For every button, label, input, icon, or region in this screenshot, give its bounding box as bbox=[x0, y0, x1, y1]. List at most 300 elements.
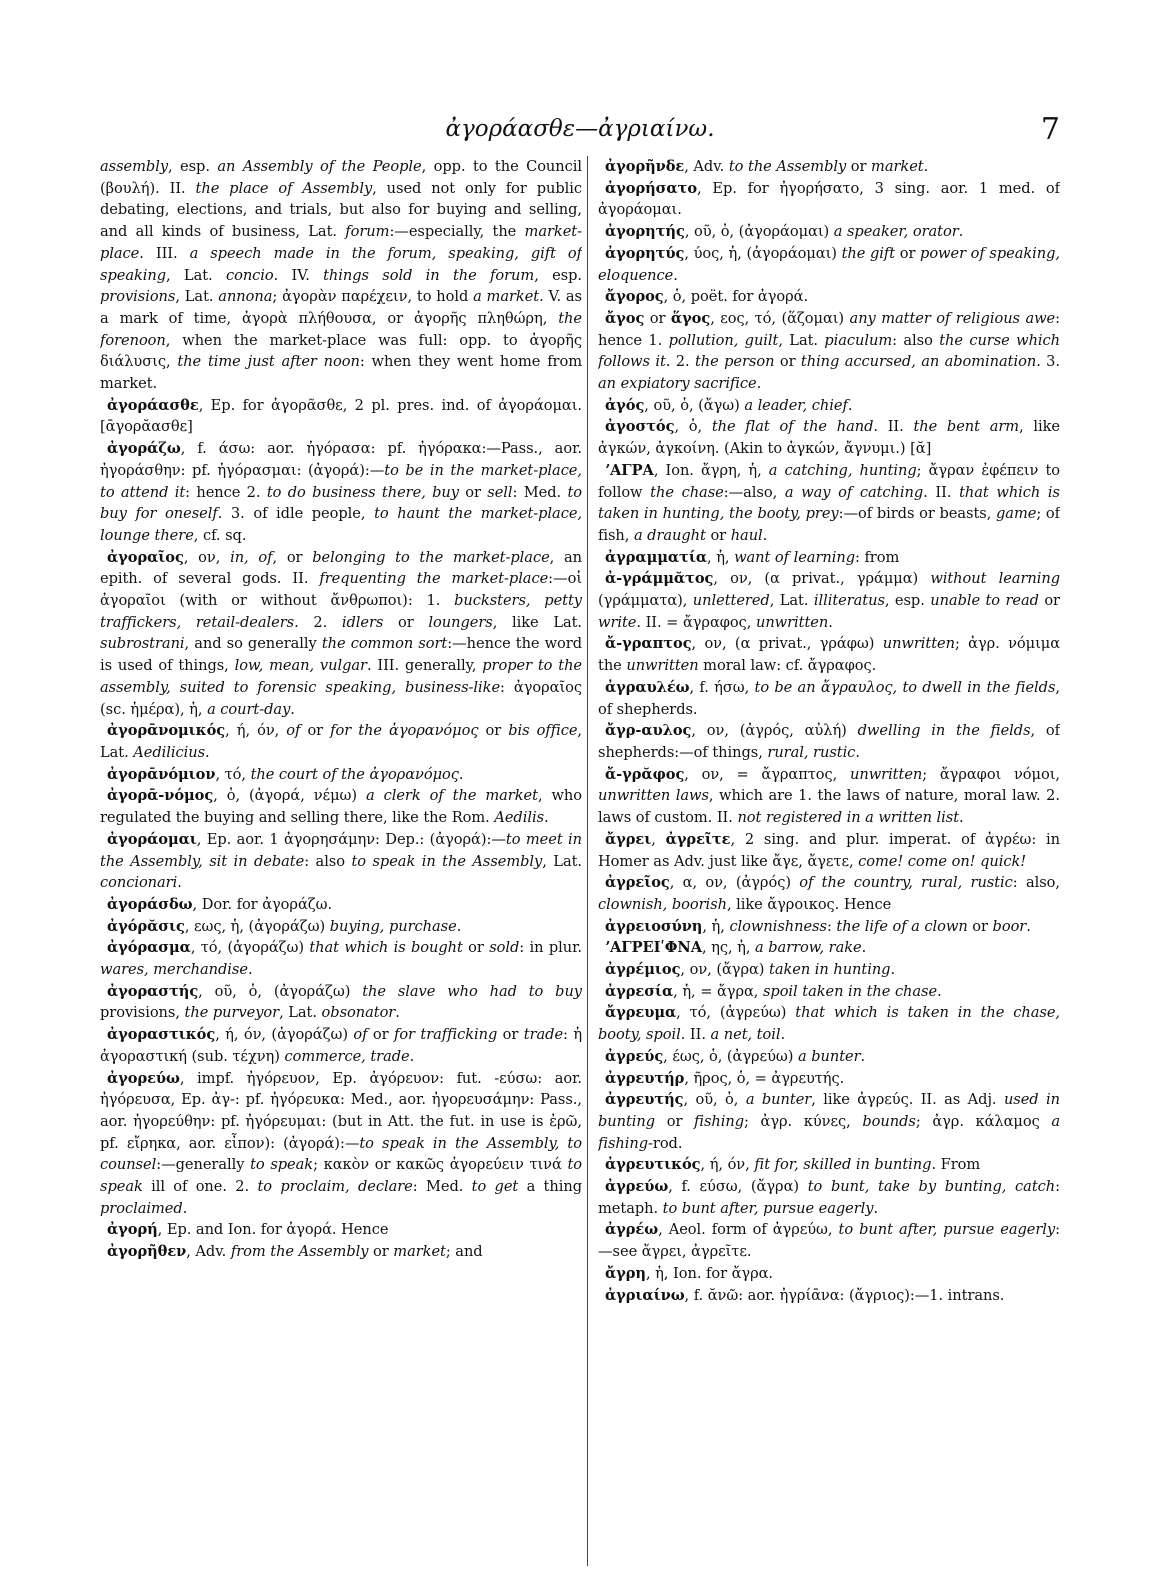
entry-text: , Adv. bbox=[684, 158, 729, 175]
entry-headword: ἅγος bbox=[670, 309, 711, 327]
entry-gloss: unwritten laws bbox=[598, 787, 709, 805]
entry-gloss: to get bbox=[471, 1178, 519, 1196]
entry-gloss: to the Assembly bbox=[728, 158, 847, 175]
entry-text: , who regulated the buying and selling there, like the Rom. bbox=[100, 787, 582, 827]
entry-text: : ἡ ἀγοραστική (sub. τέχνη) bbox=[100, 1026, 582, 1065]
entry-text: : Med. bbox=[512, 483, 568, 501]
entry-gloss: unwritten bbox=[882, 635, 955, 653]
entry-gloss: loungers bbox=[428, 613, 493, 631]
entry-text: . bbox=[456, 917, 462, 935]
entry-headword: ἀγορᾱνόμιον bbox=[107, 765, 216, 783]
entry-text: . III. bbox=[139, 244, 190, 262]
entry-gloss: the curse which follows it bbox=[598, 331, 1060, 371]
entry-text: . bbox=[756, 375, 762, 393]
entry-text: , Ep. for ἠγορήσατο, 3 sing. aor. 1 med. of ἀγοράομαι. bbox=[598, 179, 1060, 219]
entry-text: moral law: cf. ἄγραφος. bbox=[698, 657, 877, 675]
entry-text: :—also, bbox=[723, 483, 785, 501]
entry-text: , f. άσω: aor. ἠγόρασα: pf. ἠγόρακα:—Pass., aor. ἠγοράσθην: pf. ἠγόρασμαι: (ἀγορά):— bbox=[100, 440, 582, 479]
entry-gloss: spoil taken in the chase bbox=[762, 982, 938, 1000]
entry-text: , like ἀγρεύς. II. as Adj. bbox=[811, 1091, 1004, 1109]
entry-gloss: to speak bbox=[250, 1156, 314, 1174]
entry-gloss: to do business there, buy bbox=[266, 483, 459, 501]
entry-text: or bbox=[895, 244, 921, 262]
entry-headword: ἀγρέω bbox=[605, 1221, 659, 1239]
entry-gloss: low, mean, vulgar bbox=[234, 657, 367, 675]
entry-text: , ὁ, (ἀγορά, νέμω) bbox=[213, 787, 366, 805]
entry-gloss: the bent arm bbox=[913, 418, 1020, 436]
entry-headword: ἀγρευτής bbox=[605, 1091, 684, 1109]
entry-text: or bbox=[967, 917, 993, 935]
entry-gloss: to bunt, take by bunting, catch bbox=[807, 1178, 1056, 1196]
entry-text: :—of birds or beasts, bbox=[838, 505, 996, 523]
entry-text: : in plur. bbox=[519, 939, 582, 957]
dictionary-entry bbox=[598, 243, 1060, 286]
entry-headword: ἀγριαίνω bbox=[605, 1286, 685, 1304]
entry-gloss: a net, toil bbox=[710, 1026, 781, 1044]
entry-text: , Lat. bbox=[769, 592, 814, 610]
entry-gloss: to proclaim, declare bbox=[257, 1178, 413, 1196]
entry-text: , f. εύσω, (ἄγρα) bbox=[668, 1178, 808, 1196]
entry-headword: ʼΑΓΡΕΙʹΦΝΑ bbox=[605, 939, 702, 957]
entry-gloss: to be an ἄγραυλος, to dwell in the fields bbox=[754, 678, 1056, 696]
entry-gloss: the forenoon bbox=[100, 309, 582, 349]
entry-text: or bbox=[368, 1243, 394, 1261]
entry-text: , Lat. bbox=[279, 1004, 322, 1022]
entry-text: -rod. bbox=[648, 1134, 683, 1152]
entry-gloss: boor bbox=[992, 917, 1027, 935]
entry-text: . bbox=[177, 874, 182, 892]
dictionary-entry bbox=[100, 981, 582, 1024]
entry-text: , which are 1. the laws of nature, moral law. 2. laws of custom. II. bbox=[598, 787, 1060, 827]
entry-text: : ἀγοραῖος (sc. ἡμέρα), ἡ, bbox=[100, 678, 582, 718]
entry-gloss: unable to read bbox=[930, 592, 1039, 610]
entry-gloss: without learning bbox=[930, 570, 1060, 588]
entry-text: , εος, τό, (ἅζομαι) bbox=[710, 309, 850, 327]
entry-headword: ἀγοράζω bbox=[107, 440, 181, 458]
entry-text: . bbox=[458, 765, 464, 783]
entry-text: ; ἄγραφοι νόμοι, bbox=[922, 765, 1060, 783]
entry-gloss: a barrow, rake bbox=[755, 939, 862, 957]
entry-gloss: taken in hunting bbox=[769, 961, 891, 979]
entry-text: , ον, (ἄγρα) bbox=[680, 961, 770, 979]
entry-text: or bbox=[458, 483, 488, 501]
entry-text: . bbox=[959, 809, 964, 827]
dictionary-entry bbox=[598, 286, 1060, 308]
entry-text: , τό, bbox=[215, 765, 251, 783]
entry-text: : bbox=[826, 917, 837, 935]
entry-gloss: that which is taken in the chase, booty, spoil bbox=[598, 1004, 1060, 1044]
entry-headword: ἀ-γράμμᾰτος bbox=[605, 570, 714, 588]
entry-text: , Dor. for ἀγοράζω. bbox=[192, 895, 333, 913]
entry-text: :—οἱ ἀγοραῖοι (with or without ἄνθρωποι): 1. bbox=[100, 570, 582, 610]
dictionary-entry bbox=[100, 395, 582, 438]
entry-text: . 2. bbox=[665, 353, 695, 371]
entry-gloss: idlers bbox=[341, 613, 384, 631]
entry-text: ; ἄγραν ἐφέπειν to follow bbox=[598, 461, 1060, 501]
entry-gloss: rural, rustic bbox=[767, 743, 856, 761]
entry-text: :—hence the word is used of things, bbox=[100, 635, 582, 675]
dictionary-entry bbox=[598, 1176, 1060, 1219]
entry-gloss: a way of catching bbox=[784, 483, 924, 501]
entry-text: :—generally bbox=[156, 1156, 251, 1174]
entry-text: , used not only for public debating, elections, and trials, but also for buying and selling, and all kinds of business, Lat. bbox=[100, 179, 582, 241]
dictionary-entry bbox=[100, 829, 582, 894]
entry-gloss: commerce, trade bbox=[284, 1047, 410, 1065]
entry-text: , impf. ἠγόρευον, Ep. ἀγόρευον: fut. -εύσω: aor. ἠγόρευσα, Ep. ἀγ-: pf. ἠγόρευκα: Med., aor. ἠγορευσάμην: Pass., aor. ἠγορεύθην: pf. ἠγόρευμαι: (but in Att. the fut. in use is ἐρῶ, pf. εἴρηκα, aor. εἶπον): (ἀγορά):— bbox=[100, 1069, 582, 1152]
entry-headword: ἀγοστός bbox=[605, 418, 675, 436]
entry-text: , ον, (α privat., γράφω) bbox=[691, 635, 883, 653]
entry-text: , esp. bbox=[884, 592, 931, 610]
entry-text: ; ἀγρ. κάλαμος bbox=[915, 1112, 1052, 1130]
entry-gloss: a fishing bbox=[598, 1112, 1060, 1152]
dictionary-entry bbox=[598, 829, 1060, 872]
entry-text: . V. as a mark of time, ἀγορὰ πλήθουσα, or ἀγορῆς πληθώρη, bbox=[100, 288, 582, 327]
dictionary-entry bbox=[598, 547, 1060, 569]
entry-text: or bbox=[1038, 592, 1060, 610]
entry-text: , opp. to the Council (βουλή). II. bbox=[100, 158, 582, 197]
entry-gloss: a speaker, orator bbox=[833, 223, 959, 241]
dictionary-entry bbox=[598, 1285, 1060, 1307]
dictionary-entry bbox=[100, 1024, 582, 1067]
entry-gloss: a market bbox=[473, 288, 540, 306]
entry-gloss: bis office bbox=[508, 722, 578, 740]
dictionary-entry bbox=[598, 221, 1060, 243]
entry-gloss: to speak bbox=[100, 1156, 582, 1196]
entry-text: , like ἄγροικος. Hence bbox=[726, 895, 892, 913]
entry-text: ; ἀγρ. κύνες, bbox=[744, 1112, 863, 1130]
entry-headword: ἀγρευτικός bbox=[605, 1156, 701, 1174]
entry-text: or bbox=[846, 158, 872, 175]
entry-text: , of shepherds. bbox=[598, 678, 1060, 718]
entry-headword: ἀγός bbox=[605, 396, 645, 414]
entry-headword: ἄγρευμα bbox=[605, 1004, 677, 1022]
entry-text: , Aeol. form of ἀγρεύω, bbox=[658, 1221, 839, 1239]
entry-text: , ον, = ἄγραπτος, bbox=[684, 765, 850, 783]
entry-gloss: to buy for oneself bbox=[100, 483, 582, 523]
entry-gloss: a catching, hunting bbox=[768, 461, 917, 479]
entry-gloss: to haunt the market-place, lounge there bbox=[100, 505, 582, 544]
entry-headword: ἀγορᾱνομικός bbox=[107, 722, 226, 740]
entry-gloss: the slave who had to buy bbox=[362, 982, 582, 1000]
entry-text: . bbox=[762, 526, 768, 544]
entry-text: :—especially, the bbox=[389, 223, 525, 241]
entry-gloss: want of learning bbox=[734, 548, 855, 566]
entry-headword: ἀγρεύς bbox=[605, 1047, 664, 1065]
entry-text: . bbox=[847, 396, 853, 414]
entry-text: , ἡ, = ἄγρα, bbox=[673, 982, 763, 1000]
entry-gloss: unwritten bbox=[755, 613, 829, 631]
entry-headword: ἄγορος bbox=[605, 288, 664, 306]
entry-text: . bbox=[861, 939, 867, 957]
entry-gloss: of bbox=[353, 1026, 368, 1044]
entry-gloss: to be in the market-place, to attend it bbox=[100, 461, 582, 501]
entry-text: , Ep. aor. 1 ἀγορησάμην: Dep.: (ἀγορά):— bbox=[196, 830, 506, 848]
entry-text: , ὁ, bbox=[674, 418, 712, 436]
entry-gloss: Aedilicius bbox=[133, 743, 206, 761]
entry-gloss: haul bbox=[730, 526, 763, 544]
dictionary-entry bbox=[100, 937, 582, 980]
entry-text: , α, ον, (ἀγρός) bbox=[669, 874, 800, 892]
entry-text: , ῆρος, ὁ, = ἀγρευτής. bbox=[684, 1069, 845, 1087]
entry-gloss: annona bbox=[218, 288, 273, 306]
entry-text: , like Lat. bbox=[492, 613, 582, 631]
entry-gloss: pollution, guilt bbox=[668, 331, 779, 349]
entry-gloss: unwritten bbox=[626, 657, 699, 675]
entry-headword: ἀγραυλέω bbox=[605, 678, 690, 696]
entry-headword: ἀγρεῖτε bbox=[665, 830, 731, 848]
entry-text: . bbox=[828, 613, 833, 631]
entry-gloss: a bunter bbox=[797, 1047, 861, 1065]
dictionary-entry bbox=[100, 438, 582, 547]
page-header bbox=[100, 112, 1060, 152]
dictionary-entry bbox=[100, 764, 582, 786]
entry-text: : metaph. bbox=[598, 1178, 1060, 1217]
entry-text: , Lat. bbox=[166, 266, 226, 284]
entry-gloss: frequenting the market-place bbox=[319, 570, 549, 588]
entry-gloss: unwritten bbox=[850, 765, 923, 783]
entry-text: . From bbox=[931, 1156, 981, 1174]
dictionary-entry bbox=[598, 1154, 1060, 1176]
entry-headword: ἀγορητής bbox=[605, 223, 685, 241]
dictionary-entry bbox=[100, 1219, 582, 1241]
dictionary-entry bbox=[598, 916, 1060, 938]
entry-text: . bbox=[873, 1199, 879, 1217]
entry-text: ; ἀγορὰν παρέχειν, to hold bbox=[272, 288, 474, 306]
entry-text: , ἡ, Ion. for ἄγρα. bbox=[645, 1264, 774, 1282]
entry-gloss: subrostrani bbox=[100, 635, 185, 653]
entry-gloss: the gift bbox=[841, 244, 896, 262]
entry-gloss: dwelling in the fields bbox=[857, 722, 1031, 740]
entry-text: , cf. sq. bbox=[193, 526, 247, 544]
entry-text: , Lat. bbox=[175, 288, 219, 306]
entry-gloss: of bbox=[286, 722, 301, 740]
entry-gloss: fishing bbox=[694, 1112, 745, 1130]
entry-gloss: the court of the ἀγορανόμος bbox=[250, 765, 459, 783]
entry-gloss: the flat of the hand bbox=[711, 418, 874, 436]
entry-gloss: power of speaking, eloquence bbox=[598, 244, 1060, 284]
entry-headword: ἀγορῆθεν bbox=[107, 1243, 187, 1261]
entry-text: : from bbox=[855, 548, 900, 566]
entry-text: , έως, ὁ, (ἀγρεύω) bbox=[663, 1047, 798, 1065]
left-column bbox=[100, 156, 582, 1576]
entry-gloss: game bbox=[996, 505, 1037, 523]
entry-text: or bbox=[383, 613, 429, 631]
entry-text: , Lat. bbox=[542, 852, 582, 870]
page-number: 7 bbox=[1040, 112, 1060, 147]
entry-text: . III. generally, bbox=[366, 657, 483, 675]
entry-text: . bbox=[673, 266, 678, 284]
entry-gloss: buying, purchase bbox=[329, 917, 457, 935]
entry-gloss: bucksters, petty traffickers, retail-dealers bbox=[100, 592, 582, 631]
entry-text: . 3. of idle people, bbox=[217, 505, 375, 523]
dictionary-entry bbox=[100, 1068, 582, 1220]
column-divider bbox=[587, 156, 588, 1566]
entry-gloss: an Assembly of the People bbox=[217, 158, 422, 175]
entry-gloss: market bbox=[871, 158, 924, 175]
dictionary-entry bbox=[598, 1068, 1060, 1090]
entry-text: , Ep. for ἀγορᾶσθε, 2 pl. pres. ind. of ἀγοράομαι. [ᾱγορᾰασθε] bbox=[100, 396, 582, 436]
entry-text: , ον, (α privat., γράμμα) bbox=[713, 570, 931, 588]
entry-text: or bbox=[497, 1026, 524, 1044]
dictionary-entry bbox=[100, 547, 582, 721]
entry-headword: ἀγρειοσύνη bbox=[605, 917, 703, 935]
entry-gloss: that which is bought bbox=[309, 939, 463, 957]
dictionary-entry bbox=[598, 764, 1060, 829]
dictionary-entry bbox=[100, 916, 582, 938]
entry-text: . bbox=[205, 743, 210, 761]
entry-headword: ἄγρει bbox=[605, 830, 652, 848]
entry-headword: ἀγρεύω bbox=[605, 1178, 669, 1196]
entry-text: or bbox=[367, 1026, 394, 1044]
entry-gloss: in, of bbox=[230, 548, 273, 566]
entry-text: . bbox=[855, 743, 860, 761]
entry-gloss: the life of a clown bbox=[836, 917, 968, 935]
entry-text: , and so generally bbox=[184, 635, 322, 653]
entry-headword: ἄγρη bbox=[605, 1264, 646, 1282]
entry-text: , of shepherds:—of things, bbox=[598, 722, 1060, 761]
entry-text: . II. bbox=[680, 1026, 711, 1044]
entry-gloss: to meet in the Assembly, sit in debate bbox=[100, 830, 582, 870]
entry-headword: ἀγόρασμα bbox=[107, 939, 191, 957]
entry-headword: ἀγορή bbox=[107, 1221, 158, 1239]
entry-text: : also bbox=[892, 331, 940, 349]
running-head: ἀγοράασθε—ἀγριαίνω. bbox=[445, 116, 715, 142]
entry-text: . bbox=[780, 1026, 786, 1044]
entry-text: , οῦ, ὁ, (ἄγω) bbox=[644, 396, 745, 414]
entry-headword: ἀγοραστής bbox=[107, 982, 199, 1000]
entry-text: , an epith. of several gods. II. bbox=[100, 548, 582, 588]
entry-text: , ον, (ἀγρός, αὐλή) bbox=[691, 722, 858, 740]
entry-gloss: concio bbox=[225, 266, 274, 284]
entry-text: , f. ήσω, bbox=[689, 678, 755, 696]
entry-text: ; κακὸν or κακῶς ἀγορεύειν τινά bbox=[313, 1156, 568, 1174]
entry-text: , ή, όν, (ἀγοράζω) bbox=[215, 1026, 354, 1044]
dictionary-entry bbox=[598, 156, 1060, 178]
entry-gloss: come! come on! quick! bbox=[858, 852, 1027, 870]
entry-headword: ἀγοράομαι bbox=[107, 830, 197, 848]
entry-text: or bbox=[644, 309, 671, 327]
entry-gloss: forum bbox=[345, 223, 390, 241]
entry-headword: ἀγοραστικός bbox=[107, 1026, 216, 1044]
entry-text: . bbox=[937, 982, 942, 1000]
entry-headword: ἄ-γραπτος bbox=[605, 635, 692, 653]
dictionary-entry bbox=[598, 1089, 1060, 1154]
entry-text: . bbox=[544, 809, 549, 827]
dictionary-entry bbox=[598, 308, 1060, 395]
entry-gloss: for the ἀγορανόμος bbox=[330, 722, 479, 740]
entry-gloss: clownishness bbox=[729, 917, 827, 935]
entry-gloss: market bbox=[393, 1243, 446, 1261]
entry-headword: ἀγρεῖος bbox=[605, 874, 670, 892]
entry-gloss: concionari bbox=[100, 874, 178, 892]
entry-gloss: any matter of religious awe bbox=[849, 309, 1056, 327]
entry-text: , f. ᾰνῶ: aor. ἠγρίᾱνα: (ἄγριος):—1. intrans. bbox=[684, 1286, 1005, 1304]
entry-headword: ἀγορήσατο bbox=[605, 179, 698, 197]
dictionary-entry bbox=[100, 894, 582, 916]
entry-text: , or bbox=[272, 548, 313, 566]
entry-text: ; and bbox=[445, 1243, 483, 1261]
entry-headword: ἄγρ-αυλος bbox=[605, 722, 692, 740]
dictionary-entry bbox=[598, 937, 1060, 959]
entry-gloss: illiteratus bbox=[813, 592, 885, 610]
entry-text: : Med. bbox=[412, 1178, 472, 1196]
entry-text: . bbox=[923, 158, 929, 175]
entry-headword: ἀγοράασθε bbox=[107, 396, 199, 414]
dictionary-entry bbox=[598, 677, 1060, 720]
entry-text: , Ep. and Ion. for ἀγορά. Hence bbox=[157, 1221, 389, 1239]
entry-text: provisions, bbox=[100, 1004, 185, 1022]
entry-gloss: from the Assembly bbox=[230, 1243, 369, 1261]
entry-text: : also bbox=[304, 852, 352, 870]
entry-headword: ἀγρέμιος bbox=[605, 961, 681, 979]
entry-gloss: obsonator bbox=[321, 1004, 396, 1022]
dictionary-entry bbox=[100, 1241, 582, 1263]
entry-headword: ἀγορητύς bbox=[605, 244, 685, 262]
entry-headword: ἀγραμματία bbox=[605, 548, 708, 566]
entry-text: ; of fish, bbox=[598, 505, 1060, 544]
entry-text: or bbox=[462, 939, 490, 957]
entry-headword: ἀγοραῖος bbox=[107, 548, 184, 566]
entry-gloss: thing accursed, an abomination bbox=[800, 353, 1037, 371]
entry-gloss: for trafficking bbox=[393, 1026, 498, 1044]
entry-headword: ἀγόρᾰσις bbox=[107, 917, 185, 935]
entry-text: . bbox=[860, 1047, 866, 1065]
entry-text: , like ἀγκών, ἀγκοίνη. (Akin to ἀγκών, ἄγνυμι.) [ᾰ] bbox=[598, 418, 1060, 458]
entry-text: or bbox=[300, 722, 331, 740]
entry-gloss: a court-day bbox=[207, 700, 291, 718]
entry-headword: ἄγος bbox=[605, 309, 645, 327]
entry-text: , ή, όν, bbox=[700, 1156, 755, 1174]
entry-headword: ʼΑΓΡΑ bbox=[605, 461, 654, 479]
entry-gloss: the time just after noon bbox=[177, 353, 360, 371]
entry-text: : hence 2. bbox=[185, 483, 267, 501]
entry-text: . II. = ἄγραφος, bbox=[636, 613, 756, 631]
entry-gloss: a speech made in the forum, speaking, gift of speaking bbox=[100, 244, 582, 284]
entry-gloss: fit for, skilled in bunting bbox=[754, 1156, 932, 1174]
entry-gloss: market-place bbox=[100, 223, 582, 262]
entry-text: or bbox=[774, 353, 801, 371]
entry-gloss: not registered in a written list bbox=[737, 809, 960, 827]
entry-gloss: proper to the assembly, suited to forensic speaking, business-like bbox=[100, 657, 582, 696]
entry-text: . 3. bbox=[1036, 353, 1060, 371]
entry-gloss: the purveyor bbox=[184, 1004, 280, 1022]
entry-gloss: proclaimed bbox=[100, 1199, 183, 1217]
dictionary-entry bbox=[598, 981, 1060, 1003]
entry-text: ; ἀγρ. νόμιμα the bbox=[598, 635, 1060, 675]
entry-gloss: a bunter bbox=[745, 1091, 812, 1109]
entry-gloss: wares, merchandise bbox=[100, 961, 248, 979]
dictionary-entry bbox=[598, 1046, 1060, 1068]
entry-gloss: assembly bbox=[100, 158, 169, 175]
dictionary-entry bbox=[598, 720, 1060, 763]
entry-gloss: a clerk of the market bbox=[366, 787, 538, 805]
entry-text: (γράμματα), bbox=[598, 592, 693, 610]
entry-text: , τό, (ἀγοράζω) bbox=[190, 939, 310, 957]
entry-text: , ύος, ἡ, (ἀγοράομαι) bbox=[684, 244, 842, 262]
entry-text: , ον, bbox=[183, 548, 231, 566]
entry-text: ill of one. 2. bbox=[142, 1178, 258, 1196]
entry-text: : when they went home from market. bbox=[100, 353, 582, 393]
entry-gloss: write bbox=[598, 613, 637, 631]
entry-text: , Lat. bbox=[100, 722, 582, 761]
entry-text: , ης, ἡ, bbox=[701, 939, 756, 957]
entry-gloss: to bunt after, pursue eagerly bbox=[838, 1221, 1056, 1239]
entry-text: . bbox=[247, 961, 253, 979]
entry-gloss: sell bbox=[487, 483, 513, 501]
entry-gloss: the person bbox=[694, 353, 775, 371]
entry-gloss: Aedilis bbox=[494, 809, 545, 827]
entry-gloss: used in bunting bbox=[598, 1091, 1060, 1130]
